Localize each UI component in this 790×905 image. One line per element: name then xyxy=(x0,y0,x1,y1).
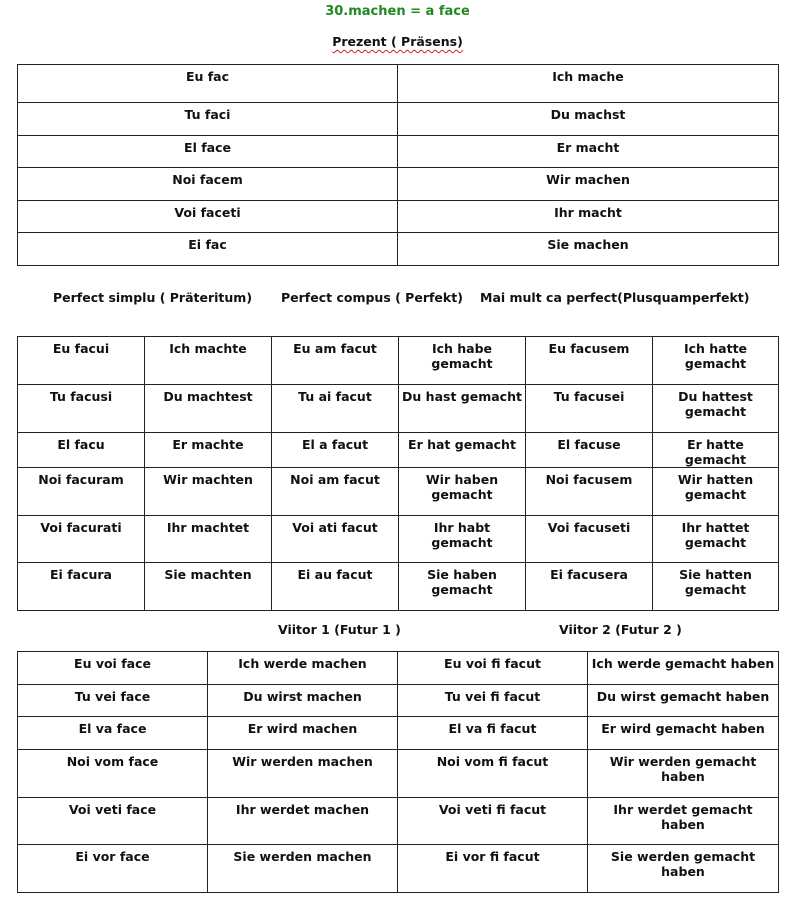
table-cell: El facu xyxy=(18,433,145,468)
table-row xyxy=(18,845,779,893)
table-cell: Tu faci xyxy=(18,103,398,136)
table-row xyxy=(18,433,779,468)
table-cell: Er machte xyxy=(145,433,272,468)
table-cell: Voi ati facut xyxy=(272,516,399,563)
table-cell: Sie machen xyxy=(398,233,779,266)
table-cell: Ihr hattet gemacht xyxy=(653,516,779,563)
table-row xyxy=(18,516,779,563)
table-cell: Noi facusem xyxy=(526,468,653,516)
table-cell: Er hat gemacht xyxy=(399,433,526,468)
table-row xyxy=(18,337,779,385)
table-cell: Ei au facut xyxy=(272,563,399,611)
prezent-table xyxy=(17,64,779,266)
past-tenses-table xyxy=(17,336,779,611)
table-cell: Er wird gemacht haben xyxy=(588,717,779,750)
table-cell: Er hatte gemacht xyxy=(653,433,779,468)
table-cell: Ei facusera xyxy=(526,563,653,611)
perfect-compus-heading: Perfect compus ( Perfekt) xyxy=(281,290,463,305)
table-cell: Ich mache xyxy=(398,65,779,103)
table-cell: Voi facurati xyxy=(18,516,145,563)
table-cell: Wir werden gemacht haben xyxy=(588,750,779,798)
viitor-1-heading: Viitor 1 (Futur 1 ) xyxy=(278,622,401,637)
table-cell: Du wirst gemacht haben xyxy=(588,685,779,717)
table-row xyxy=(18,652,779,685)
table-cell: Wir machten xyxy=(145,468,272,516)
table-cell: Ich machte xyxy=(145,337,272,385)
table-cell: Eu fac xyxy=(18,65,398,103)
table-cell: Eu voi fi facut xyxy=(398,652,588,685)
table-cell: Sie machten xyxy=(145,563,272,611)
table-cell: Sie hatten gemacht xyxy=(653,563,779,611)
table-row xyxy=(18,685,779,717)
future-tenses-table xyxy=(17,651,779,893)
table-cell: Wir werden machen xyxy=(208,750,398,798)
table-cell: Er wird machen xyxy=(208,717,398,750)
prezent-heading-text: Prezent ( Präsens) xyxy=(332,34,463,49)
table-cell: Du hattest gemacht xyxy=(653,385,779,433)
table-row xyxy=(18,103,779,136)
table-cell: Noi facuram xyxy=(18,468,145,516)
table-cell: Ei facura xyxy=(18,563,145,611)
table-cell: Voi facuseti xyxy=(526,516,653,563)
table-cell: Wir haben gemacht xyxy=(399,468,526,516)
table-cell: El a facut xyxy=(272,433,399,468)
table-cell: Tu vei face xyxy=(18,685,208,717)
table-cell: Voi faceti xyxy=(18,201,398,233)
table-row xyxy=(18,168,779,201)
table-row xyxy=(18,65,779,103)
table-row xyxy=(18,798,779,845)
prezent-heading xyxy=(0,34,790,49)
table-cell: Noi facem xyxy=(18,168,398,201)
table-cell: Noi vom fi facut xyxy=(398,750,588,798)
table-cell: Ei vor face xyxy=(18,845,208,893)
table-cell: Ei vor fi facut xyxy=(398,845,588,893)
perfect-simplu-heading: Perfect simplu ( Präteritum) xyxy=(53,290,253,305)
table-cell: Ihr macht xyxy=(398,201,779,233)
table-cell: Ich werde machen xyxy=(208,652,398,685)
table-cell: El va face xyxy=(18,717,208,750)
table-cell: Wir machen xyxy=(398,168,779,201)
table-cell: Ihr machtet xyxy=(145,516,272,563)
table-cell: Eu am facut xyxy=(272,337,399,385)
table-cell: Du machtest xyxy=(145,385,272,433)
table-row xyxy=(18,201,779,233)
table-cell: Er macht xyxy=(398,136,779,168)
table-cell: Eu facusem xyxy=(526,337,653,385)
table-cell: Eu voi face xyxy=(18,652,208,685)
table-cell: Sie werden gemacht haben xyxy=(588,845,779,893)
table-row xyxy=(18,717,779,750)
table-row xyxy=(18,136,779,168)
table-cell: Du wirst machen xyxy=(208,685,398,717)
page-title: 30.machen = a face xyxy=(325,4,470,19)
table-cell: Ich werde gemacht haben xyxy=(588,652,779,685)
table-cell: Ich habe gemacht xyxy=(399,337,526,385)
table-cell: Voi veti face xyxy=(18,798,208,845)
table-cell: Sie haben gemacht xyxy=(399,563,526,611)
table-cell: Tu facusei xyxy=(526,385,653,433)
viitor-2-heading: Viitor 2 (Futur 2 ) xyxy=(559,622,682,637)
table-cell: Noi am facut xyxy=(272,468,399,516)
table-row xyxy=(18,468,779,516)
table-row xyxy=(18,385,779,433)
table-cell: Ei fac xyxy=(18,233,398,266)
table-row xyxy=(18,563,779,611)
table-cell: El va fi facut xyxy=(398,717,588,750)
table-cell: El facuse xyxy=(526,433,653,468)
table-cell: Du machst xyxy=(398,103,779,136)
table-cell: Tu ai facut xyxy=(272,385,399,433)
table-cell: Ihr werdet machen xyxy=(208,798,398,845)
table-cell: Ich hatte gemacht xyxy=(653,337,779,385)
table-cell: Ihr werdet gemacht haben xyxy=(588,798,779,845)
table-row xyxy=(18,233,779,266)
table-cell: Voi veti fi facut xyxy=(398,798,588,845)
table-cell: Wir hatten gemacht xyxy=(653,468,779,516)
table-row xyxy=(18,750,779,798)
table-cell: Du hast gemacht xyxy=(399,385,526,433)
table-cell: El face xyxy=(18,136,398,168)
table-cell: Ihr habt gemacht xyxy=(399,516,526,563)
table-cell: Tu facusi xyxy=(18,385,145,433)
table-cell: Tu vei fi facut xyxy=(398,685,588,717)
table-cell: Noi vom face xyxy=(18,750,208,798)
table-cell: Sie werden machen xyxy=(208,845,398,893)
mai-mult-ca-perfect-heading: Mai mult ca perfect(Plusquamperfekt) xyxy=(480,290,750,305)
table-cell: Eu facui xyxy=(18,337,145,385)
